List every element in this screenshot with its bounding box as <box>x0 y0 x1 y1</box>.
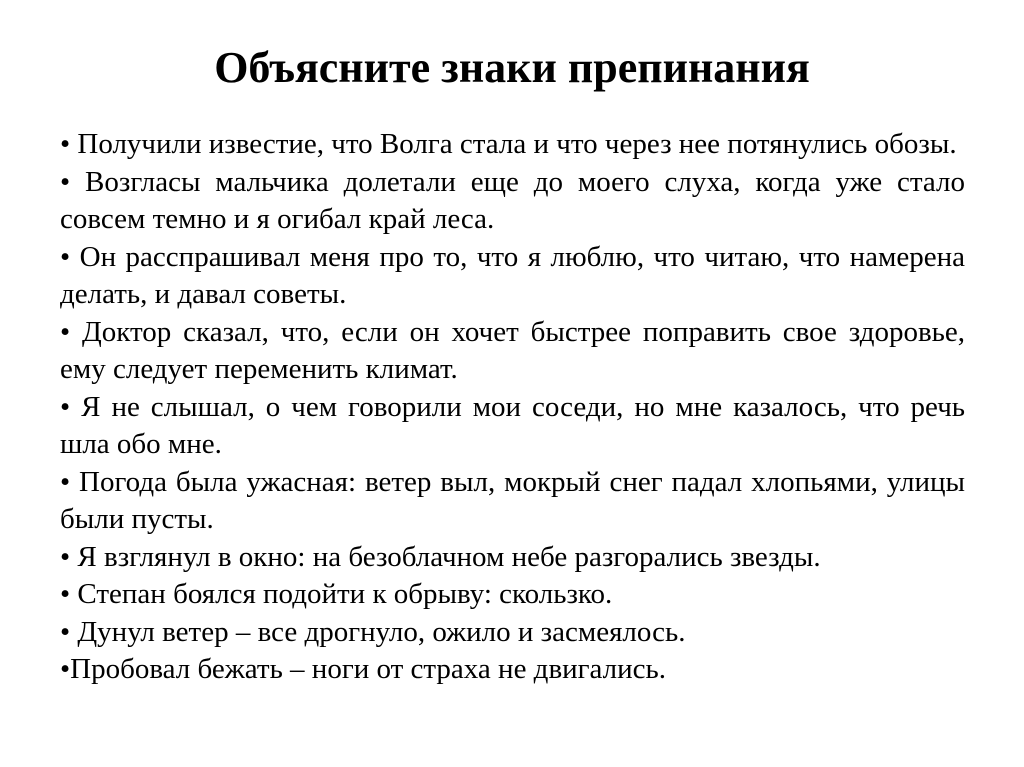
bullet-item-3: • Он расспрашивал меня про то, что я люблю, что читаю, что намерена делать, и давал советы. <box>60 240 965 310</box>
bullet-item-10: •Пробовал бежать – ноги от страха не двигались. <box>60 653 667 685</box>
slide-title: Объясните знаки препинания <box>214 43 810 92</box>
bullet-item-2: • Возгласы мальчика долетали еще до моего слуха, когда уже стало совсем темно и я огибал край леса. <box>60 165 965 235</box>
bullet-item-8: • Степан боялся подойти к обрыву: скользко. <box>60 578 613 610</box>
bullet-item-9: • Дунул ветер – все дрогнуло, ожило и засмеялось. <box>60 615 686 648</box>
bullet-item-1: • Получили известие, что Волга стала и что через нее потянулись обозы. <box>60 128 957 160</box>
bullet-item-4: • Доктор сказал, что, если он хочет быстрее поправить свое здоровье, ему следует переменить климат. <box>60 315 965 385</box>
bullet-item-5: • Я не слышал, о чем говорили мои соседи, но мне казалось, что речь шла обо мне. <box>60 390 965 460</box>
bullet-item-7: • Я взглянул в окно: на безоблачном небе разгорались звезды. <box>60 540 821 573</box>
bullet-item-6: • Погода была ужасная: ветер выл, мокрый снег падал хлопьями, улицы были пусты. <box>60 465 965 535</box>
bullet-list <box>60 126 965 689</box>
